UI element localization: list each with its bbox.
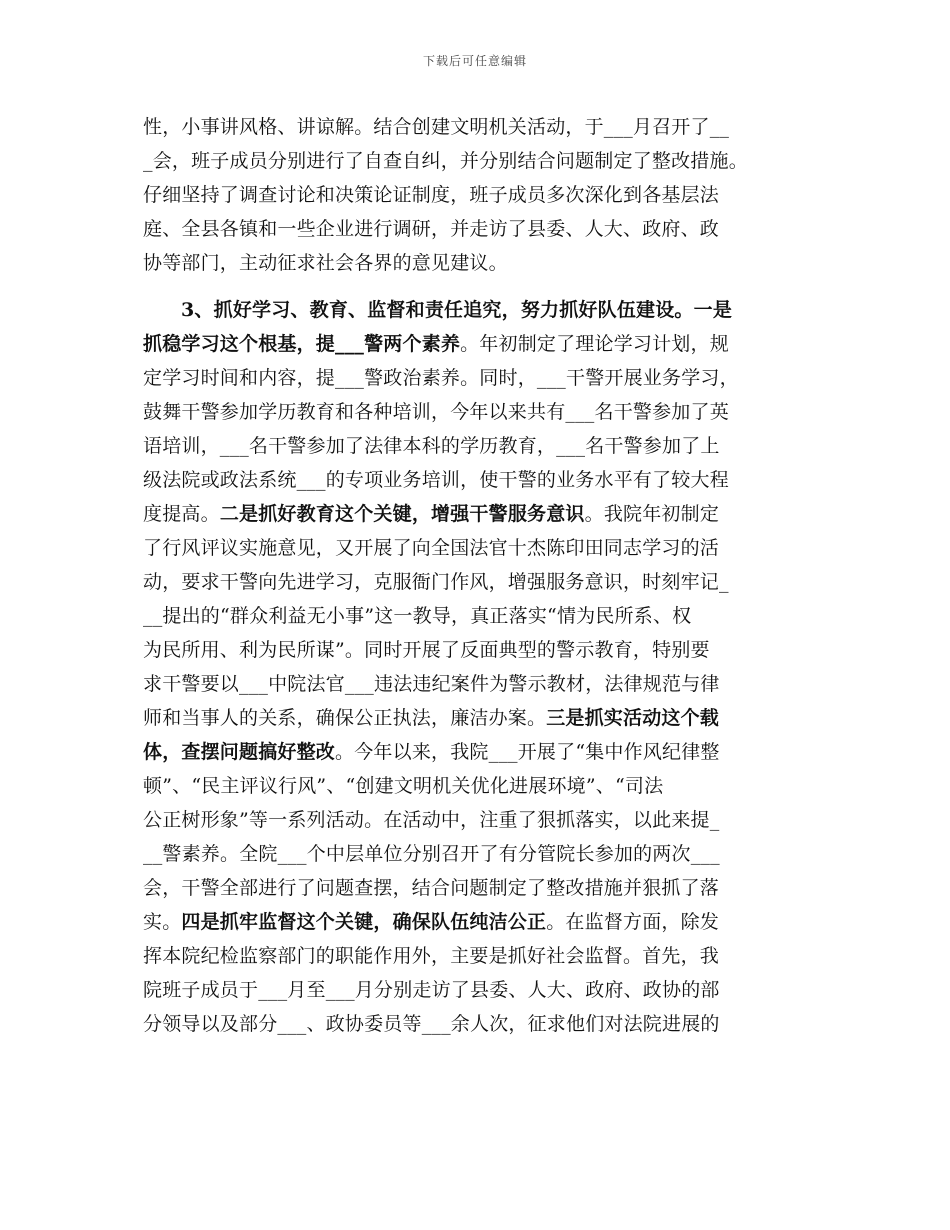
text-segment: 师和当事人的关系，确保公正执法，廉洁办案。 xyxy=(143,707,547,729)
text-segment: 性，小事讲风格、讲谅解。结合创建文明机关活动，于___月召开了__ xyxy=(143,116,730,138)
text-segment: 。年初制定了理论学习计划，规 xyxy=(460,333,729,355)
body-text xyxy=(143,110,811,1041)
text-line xyxy=(143,871,811,905)
subheading-3: 三是抓实活动这个载 xyxy=(546,707,720,729)
text-segment: 协等部门，主动征求社会各界的意见建议。 xyxy=(143,252,508,274)
text-line xyxy=(143,973,811,1007)
text-segment: 。今年以来，我院___开展了“集中作风纪律整 xyxy=(335,741,720,763)
text-line xyxy=(143,144,811,178)
text-line xyxy=(143,735,811,769)
text-line xyxy=(143,361,811,395)
text-line xyxy=(143,565,811,599)
text-line xyxy=(143,395,811,429)
text-line xyxy=(143,837,811,871)
subheading-2: 二是抓好教育这个关键，增强干警服务意识 xyxy=(219,503,585,525)
text-line xyxy=(143,212,811,246)
text-segment: _会，班子成员分别进行了自查自纠，并分别结合问题制定了整改措施。 xyxy=(143,150,748,172)
subheading-1: 抓稳学习这个根基，提___警两个素养 xyxy=(143,333,461,355)
text-line xyxy=(143,327,811,361)
section-heading-line xyxy=(143,293,811,327)
text-segment: __提出的“群众利益无小事”这一教导，真正落实“情为民所系、权 xyxy=(143,605,692,627)
text-line xyxy=(143,463,811,497)
text-line xyxy=(143,667,811,701)
text-segment: 庭、全县各镇和一些企业进行调研，并走访了县委、人大、政府、政 xyxy=(143,218,720,240)
text-line xyxy=(143,939,811,973)
text-line xyxy=(143,769,811,803)
text-segment: __警素养。全院___个中层单位分别召开了有分管院长参加的两次___ xyxy=(143,843,720,865)
text-line xyxy=(143,497,811,531)
text-segment: 动，要求干警向先进学习，克服衙门作风，增强服务意识，时刻牢记_ xyxy=(143,571,729,593)
text-segment: 会，干警全部进行了问题查摆，结合问题制定了整改措施并狠抓了落 xyxy=(143,877,720,899)
text-segment: 实。 xyxy=(143,911,182,933)
page-header-note: 下载后可任意编辑 xyxy=(422,54,527,68)
text-segment: 院班子成员于___月至___月分别走访了县委、人大、政府、政协的部 xyxy=(143,979,720,1001)
text-line xyxy=(143,246,811,280)
text-segment: 。我院年初制定 xyxy=(584,503,720,525)
section-heading: 3、抓好学习、教育、监督和责任追究，努力抓好队伍建设。一是 xyxy=(181,299,733,321)
text-line xyxy=(143,1007,811,1041)
text-line xyxy=(143,803,811,837)
text-segment: 度提高。 xyxy=(143,503,220,525)
text-segment: 分领导以及部分___、政协委员等___余人次，征求他们对法院进展的 xyxy=(143,1013,720,1035)
subheading-4: 四是抓牢监督这个关键，确保队伍纯洁公正 xyxy=(181,911,547,933)
text-segment: 挥本院纪检监察部门的职能作用外，主要是抓好社会监督。首先，我 xyxy=(143,945,720,967)
text-line xyxy=(143,110,811,144)
text-line xyxy=(143,531,811,565)
text-segment: 语培训，___名干警参加了法律本科的学历教育，___名干警参加了上 xyxy=(143,435,720,457)
text-line xyxy=(143,429,811,463)
text-segment: 公正树形象”等一系列活动。在活动中，注重了狠抓落实，以此来提_ xyxy=(143,809,720,831)
text-line xyxy=(143,701,811,735)
text-segment: 顿”、“民主评议行风”、“创建文明机关优化进展环境”、“司法 xyxy=(143,775,664,797)
text-line xyxy=(143,599,811,633)
paragraph-gap xyxy=(143,280,811,293)
text-segment: 级法院或政法系统___的专项业务培训，使干警的业务水平有了较大程 xyxy=(143,469,729,491)
text-segment: 鼓舞干警参加学历教育和各种培训，今年以来共有___名干警参加了英 xyxy=(143,401,729,423)
text-segment: 求干警要以___中院法官___违法违纪案件为警示教材，法律规范与律 xyxy=(143,673,720,695)
text-segment: 定学习时间和内容，提___警政治素养。同时，___干警开展业务学习， xyxy=(143,367,739,389)
text-line xyxy=(143,633,811,667)
subheading-3-cont: 体，查摆问题搞好整改 xyxy=(143,741,336,763)
text-line xyxy=(143,178,811,212)
text-segment: 为民所用、利为民所谋”。同时开展了反面典型的警示教育，特别要 xyxy=(143,639,710,661)
text-segment: 了行风评议实施意见，又开展了向全国法官十杰陈印田同志学习的活 xyxy=(143,537,720,559)
text-segment: 。在监督方面，除发 xyxy=(546,911,720,933)
text-segment: 仔细坚持了调查讨论和决策论证制度，班子成员多次深化到各基层法 xyxy=(143,184,720,206)
text-line xyxy=(143,905,811,939)
